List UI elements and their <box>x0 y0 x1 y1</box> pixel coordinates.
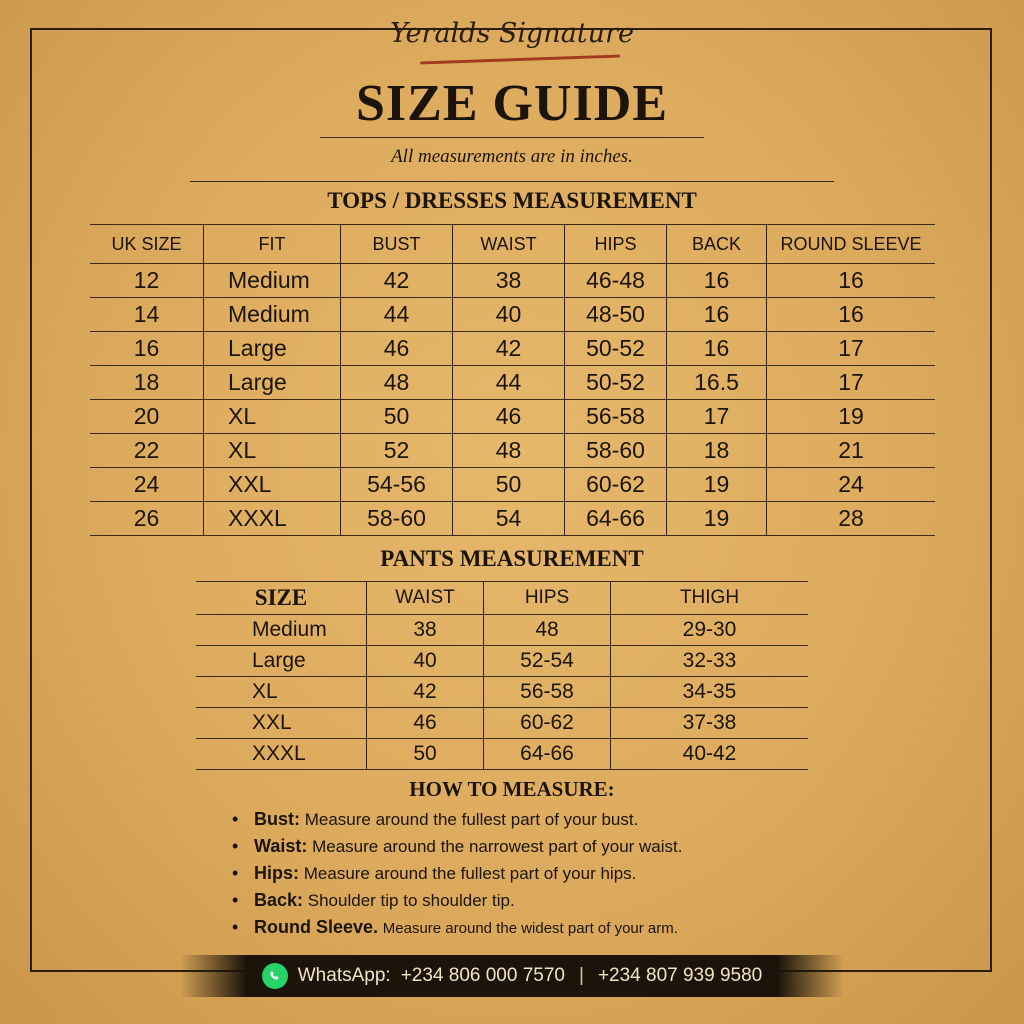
pants-header-row <box>196 582 808 615</box>
tops-cell-hips: 50-52 <box>565 332 667 366</box>
tops-cell-uk-size: 22 <box>90 434 204 468</box>
tops-cell-round-sleeve: 17 <box>767 332 936 366</box>
tops-cell-round-sleeve: 21 <box>767 434 936 468</box>
how-to-text: Measure around the fullest part of your hips. <box>303 864 637 883</box>
phone-separator: | <box>579 965 584 986</box>
tops-cell-hips: 46-48 <box>565 264 667 298</box>
how-to-term-sep: : <box>293 863 300 883</box>
tops-cell-back: 16.5 <box>667 366 767 400</box>
table-row <box>90 298 935 332</box>
tops-cell-waist: 46 <box>453 400 565 434</box>
pants-heading: PANTS MEASUREMENT <box>380 546 644 571</box>
how-to-text: Measure around the widest part of your arm. <box>382 920 678 937</box>
pants-cell-hips: 60-62 <box>484 708 611 739</box>
page-subtitle: All measurements are in inches. <box>391 146 633 167</box>
how-to-list <box>232 806 682 941</box>
list-item <box>232 914 682 941</box>
pants-cell-thigh: 29-30 <box>611 615 809 646</box>
bullet-icon: • <box>232 890 239 910</box>
pants-cell-waist: 40 <box>367 646 484 677</box>
tops-cell-uk-size: 24 <box>90 468 204 502</box>
tops-cell-hips: 58-60 <box>565 434 667 468</box>
tops-cell-uk-size: 16 <box>90 332 204 366</box>
table-row <box>90 264 935 298</box>
tops-cell-fit: XXXL <box>204 502 341 536</box>
how-to-text: Measure around the fullest part of your bust. <box>304 810 639 829</box>
tops-col-bust: BUST <box>341 225 453 264</box>
tops-heading: TOPS / DRESSES MEASUREMENT <box>327 188 697 213</box>
tops-cell-bust: 46 <box>341 332 453 366</box>
tops-cell-back: 18 <box>667 434 767 468</box>
tops-cell-uk-size: 26 <box>90 502 204 536</box>
pants-cell-thigh: 32-33 <box>611 646 809 677</box>
table-row <box>90 468 935 502</box>
subtitle-rule <box>190 181 834 182</box>
tops-cell-hips: 50-52 <box>565 366 667 400</box>
bullet-icon: • <box>232 863 239 883</box>
tops-cell-round-sleeve: 16 <box>767 264 936 298</box>
tops-col-hips: HIPS <box>565 225 667 264</box>
pants-col-size: SIZE <box>196 582 367 615</box>
how-to-text: Shoulder tip to shoulder tip. <box>307 891 515 910</box>
list-item <box>232 806 682 833</box>
tops-cell-uk-size: 14 <box>90 298 204 332</box>
tops-cell-bust: 44 <box>341 298 453 332</box>
pants-cell-size: Large <box>196 646 367 677</box>
how-to-heading: HOW TO MEASURE: <box>409 777 615 801</box>
table-row <box>196 615 808 646</box>
tops-cell-waist: 48 <box>453 434 565 468</box>
tops-col-round-sleeve: ROUND SLEEVE <box>767 225 936 264</box>
tops-cell-bust: 48 <box>341 366 453 400</box>
tops-cell-waist: 42 <box>453 332 565 366</box>
list-item <box>232 887 682 914</box>
pants-cell-size: XXXL <box>196 739 367 770</box>
tops-cell-back: 16 <box>667 332 767 366</box>
tops-cell-waist: 38 <box>453 264 565 298</box>
page-title: SIZE GUIDE <box>356 75 668 132</box>
phone-number-1[interactable]: +234 806 000 7570 <box>400 965 565 986</box>
tops-cell-round-sleeve: 17 <box>767 366 936 400</box>
bullet-icon: • <box>232 917 239 937</box>
pants-table <box>196 581 808 770</box>
list-item <box>232 833 682 860</box>
whatsapp-icon <box>262 963 288 989</box>
title-rule <box>320 137 704 138</box>
table-row <box>196 739 808 770</box>
how-to-term: Hips <box>254 863 294 883</box>
contact-bar <box>180 955 844 997</box>
pants-cell-thigh: 37-38 <box>611 708 809 739</box>
pants-cell-hips: 48 <box>484 615 611 646</box>
tops-cell-hips: 60-62 <box>565 468 667 502</box>
tops-table <box>90 224 935 536</box>
tops-cell-round-sleeve: 16 <box>767 298 936 332</box>
table-row <box>196 677 808 708</box>
tops-cell-bust: 54-56 <box>341 468 453 502</box>
tops-cell-waist: 44 <box>453 366 565 400</box>
tops-cell-round-sleeve: 28 <box>767 502 936 536</box>
tops-cell-round-sleeve: 24 <box>767 468 936 502</box>
tops-cell-hips: 64-66 <box>565 502 667 536</box>
pants-cell-size: Medium <box>196 615 367 646</box>
bullet-icon: • <box>232 809 239 829</box>
tops-cell-back: 19 <box>667 502 767 536</box>
whatsapp-label: WhatsApp: <box>297 965 391 986</box>
tops-cell-waist: 40 <box>453 298 565 332</box>
tops-cell-fit: XL <box>204 400 341 434</box>
tops-cell-fit: XL <box>204 434 341 468</box>
pants-cell-hips: 64-66 <box>484 739 611 770</box>
pants-cell-hips: 52-54 <box>484 646 611 677</box>
tops-cell-fit: Medium <box>204 298 341 332</box>
how-to-term: Back <box>254 890 298 910</box>
tops-cell-uk-size: 18 <box>90 366 204 400</box>
tops-cell-hips: 56-58 <box>565 400 667 434</box>
tops-cell-back: 16 <box>667 298 767 332</box>
tops-cell-fit: Medium <box>204 264 341 298</box>
pants-cell-size: XXL <box>196 708 367 739</box>
pants-cell-size: XL <box>196 677 367 708</box>
pants-cell-hips: 56-58 <box>484 677 611 708</box>
pants-cell-thigh: 40-42 <box>611 739 809 770</box>
tops-cell-back: 19 <box>667 468 767 502</box>
tops-cell-waist: 54 <box>453 502 565 536</box>
how-to-term: Waist <box>254 836 302 856</box>
tops-cell-uk-size: 12 <box>90 264 204 298</box>
pants-col-waist: WAIST <box>367 582 484 615</box>
tops-cell-bust: 50 <box>341 400 453 434</box>
tops-cell-uk-size: 20 <box>90 400 204 434</box>
how-to-term-sep: : <box>297 890 304 910</box>
table-row <box>196 708 808 739</box>
how-to-text: Measure around the narrowest part of your waist. <box>312 837 683 856</box>
list-item <box>232 860 682 887</box>
how-to-term-sep: : <box>301 836 308 856</box>
pants-cell-waist: 50 <box>367 739 484 770</box>
tops-cell-bust: 42 <box>341 264 453 298</box>
how-to-term: Bust <box>254 809 294 829</box>
tops-col-uk-size: UK SIZE <box>90 225 204 264</box>
pants-cell-waist: 42 <box>367 677 484 708</box>
how-to-term: Round Sleeve <box>254 917 374 937</box>
tops-cell-fit: XXL <box>204 468 341 502</box>
pants-col-thigh: THIGH <box>611 582 809 615</box>
tops-header-row <box>90 225 935 264</box>
tops-cell-hips: 48-50 <box>565 298 667 332</box>
tops-cell-waist: 50 <box>453 468 565 502</box>
tops-cell-round-sleeve: 19 <box>767 400 936 434</box>
table-row <box>196 646 808 677</box>
tops-col-waist: WAIST <box>453 225 565 264</box>
tops-col-back: BACK <box>667 225 767 264</box>
pants-col-hips: HIPS <box>484 582 611 615</box>
how-to-term-sep: . <box>373 917 379 937</box>
phone-number-2[interactable]: +234 807 939 9580 <box>597 965 763 986</box>
table-row <box>90 434 935 468</box>
tops-cell-fit: Large <box>204 366 341 400</box>
how-to-term-sep: : <box>294 809 300 829</box>
table-row <box>90 400 935 434</box>
brand-logo: Yeralds Signature <box>390 18 634 49</box>
pants-cell-waist: 38 <box>367 615 484 646</box>
table-row <box>90 366 935 400</box>
tops-cell-back: 16 <box>667 264 767 298</box>
pants-cell-thigh: 34-35 <box>611 677 809 708</box>
table-row <box>90 502 935 536</box>
tops-cell-fit: Large <box>204 332 341 366</box>
tops-cell-bust: 52 <box>341 434 453 468</box>
pants-cell-waist: 46 <box>367 708 484 739</box>
tops-col-fit: FIT <box>204 225 341 264</box>
table-row <box>90 332 935 366</box>
bullet-icon: • <box>232 836 239 856</box>
tops-cell-bust: 58-60 <box>341 502 453 536</box>
tops-cell-back: 17 <box>667 400 767 434</box>
